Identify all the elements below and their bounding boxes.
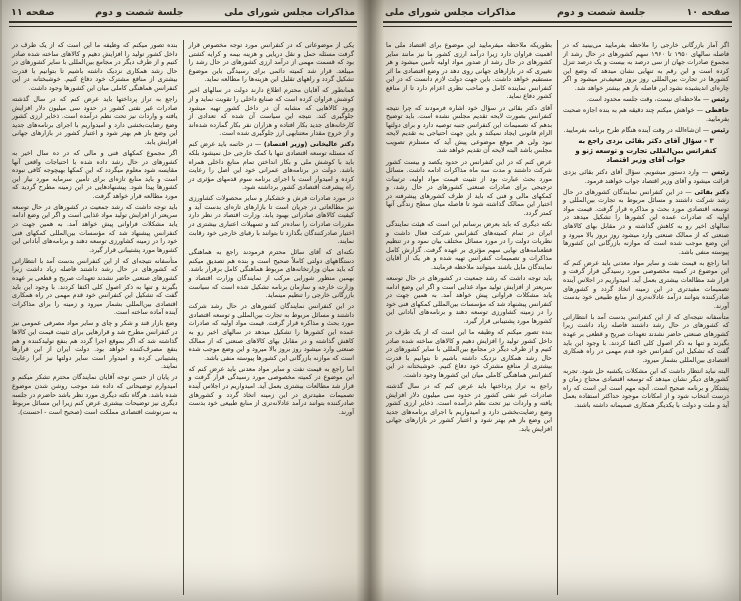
- column-divider: [183, 40, 184, 595]
- text-paragraph: نکته‌ای که آقای سائل محترم فرمودند راجع به هماهنگی دستگاههای دولتی کاملاً صحیح است و بنده هم تصدیق میکنم که باید میان وزارتخانه‌های مربوط هماهنگی کامل برقرار باشد. بهمین منظور شورایی مرکب از نمایندگان وزارت اقتصاد و وزارت خارجه و سازمان برنامه تشکیل شده است که سیاست بازرگانی خارجی را تنظیم مینماید.: [188, 248, 354, 300]
- speaker-name: دکتر عالیخانی (وزیر اقتصاد): [263, 140, 354, 149]
- text-paragraph: متأسفانه نتیجه‌ای که از این کنفرانس بدست آمد با انتظاراتی که کشورهای در حال رشد داشتند فاصله زیاد داشت زیرا کشورهای صنعتی حاضر نشدند تعهدات صریح و قطعی بر عهده بگیرند و تنها به ذکر اصول کلی اکتفا کردند. با وجود این باید گفت که تشکیل این کنفرانس خود قدم مهمی در راه همکاری اقتصادی بین‌المللی بشمار میرود و زمینه را برای مذاکرات آینده آماده ساخته است.: [12, 256, 178, 317]
- text-paragraph: نکته دیگری که باید بعرض برسانم این است که هیئت نمایندگی ایران در تمام کمیته‌های کنفرانس شرکت فعال داشت و نظریات دولت را در مورد مسائل مختلف بیان نمود و در تنظیم قطعنامه‌های نهایی سهم مؤثری بر عهده گرفت. گزارش کامل مذاکرات و تصمیمات کنفرانس تهیه شده و هر یک از آقایان نمایندگان مایل باشند میتوانند ملاحظه فرمایند.: [386, 220, 552, 271]
- text-paragraph: همانطور که آقایان محترم اطلاع دارند دولت در سالهای اخیر کوشش فراوان کرده است که صنایع داخلی را تقویت نماید و از ورود کالاهایی که مشابه آن در داخل کشور تهیه میشود جلوگیری کند. نتیجه این سیاست آن شده که تعدادی از کارخانه‌های جدید بکار افتاده و هزاران نفر بکار گمارده شده‌اند و از خروج مقدار معتنابهی ارز جلوگیری شده است.: [188, 86, 354, 138]
- session-label: جلسة شصت و دوم: [95, 7, 184, 18]
- text-paragraph: اما راجع به قیمت نفت و سایر مواد معدنی باید عرض کنم که این موضوع در کمیته مخصوصی مورد رسیدگی قرار گرفت و قرار شد مطالعات بیشتری بعمل آید. امیدواریم در اجلاس آینده تصمیمات مفیدتری در این زمینه اتخاذ گردد و کشورهای صادرکننده بتوانند درآمد عادلانه‌تری از منابع طبیعی خود بدست آورند.: [563, 258, 729, 310]
- text-paragraph: اگر مجموع کمکهای فنی و مالی که در ده سال اخیر به کشورهای در حال رشد داده شده با احتیاجات واقعی آنها مقایسه شود معلوم میگردد که این کمکها بهیچوجه کافی نبوده است و باید منابع تازه‌ای برای تأمین سرمایه مورد نیاز این کشورها پیدا شود. پیشنهادهایی در این زمینه مطرح گردید که مورد مطالعه قرار خواهد گرفت.: [12, 148, 178, 200]
- speaker-name: رئیس: [711, 94, 729, 103]
- page-number: صفحه ۱۱: [11, 7, 55, 18]
- speaker-paragraph: رئیس — وارد دستور میشویم. سؤال آقای دکتر بقائی یزدی قرائت میشود و آقای وزیر اقتصاد جواب خواهند فرمود.: [563, 168, 729, 185]
- text-paragraph: در این کنفرانس نمایندگان کشورهای در حال رشد شرکت داشتند و مسائل مربوط به تجارت بین‌المللی و توسعه اقتصادی مورد بحث و مذاکره قرار گرفت. قیمت مواد اولیه که صادرات عمده این کشورها را تشکیل میدهد در سالهای اخیر رو به کاهش گذاشته و در مقابل بهای کالاهای صنعتی که از ممالک صنعتی وارد میشود روز بروز بالا میرود و این وضع موجب شده است که موازنه بازرگانی این کشورها پیوسته منفی باشد.: [188, 302, 354, 362]
- speaker-paragraph: حافظی — خواهش میکنم چند دقیقه هم به بنده اجازه صحبت بفرمایید.: [563, 106, 729, 123]
- text-columns: [383, 40, 732, 595]
- page-title: مذاکرات مجلس شورای ملی: [385, 7, 516, 18]
- page-left: [2, 0, 364, 601]
- column-divider: [557, 40, 558, 595]
- text-paragraph: باید توجه داشت که رشد جمعیت در کشورهای در حال توسعه سریعتر از افزایش تولید مواد غذایی است و اگر این وضع ادامه یابد مشکلات فراوانی پیش خواهد آمد. به همین جهت در کنفرانس پیشنهاد شد که مؤسسات بین‌المللی کمکهای فنی خود را در زمینه کشاورزی توسعه دهند و برنامه‌های آبادانی این کشورها مورد پشتیبانی قرار گیرد.: [386, 274, 552, 325]
- text-paragraph: بنده تصور میکنم که وظیفه ما این است که از یک طرف در داخل کشور تولید را افزایش دهیم و کالاهای ساخته شده صادر کنیم و از طرف دیگر در مجامع بین‌المللی با سایر کشورهای در حال رشد همکاری نزدیک داشته باشیم تا بتوانیم با قدرت بیشتری از منافع مشترک خود دفاع کنیم. خوشبختانه در این کنفرانس هماهنگی کاملی میان این کشورها وجود داشت.: [386, 328, 552, 379]
- page-number: صفحه ۱۰: [686, 7, 730, 18]
- text-paragraph: راجع به تراز پرداختها باید عرض کنم که در سال گذشته صادرات غیر نفتی کشور در حدود سی میلیون دلار افزایش یافته و واردات نیز تحت نظم درآمده است. ذخایر ارزی کشور وضع رضایت‌بخشی دارد و امیدواریم با اجرای برنامه‌های جدید این وضع باز هم بهتر شود و اعتبار کشور در بازارهای جهانی افزایش یابد.: [386, 381, 552, 433]
- text-columns: [9, 40, 357, 595]
- speaker-paragraph: دکتر بقائی — در این کنفرانس نمایندگان کشورهای در حال رشد شرکت داشتند و مسائل مربوط به تجارت بین‌المللی و توسعه اقتصادی مورد بحث و مذاکره قرار گرفت. قیمت مواد اولیه که صادرات عمده این کشورها را تشکیل میدهد در سالهای اخیر رو به کاهش گذاشته و در مقابل بهای کالاهای صنعتی که از ممالک صنعتی وارد میشود روز بروز بالا میرود و این وضع موجب شده است که موازنه بازرگانی این کشورها پیوسته منفی باشد.: [563, 187, 729, 256]
- text-column: [560, 40, 732, 595]
- text-paragraph: در مورد صادرات فرش و خشکبار و سایر محصولات کشاورزی نیز مطالعاتی در جریان است تا بازارهای تازه‌ای بدست آید و کیفیت کالاهای صادراتی بهبود یابد. وزارت اقتصاد در نظر دارد مقررات صادرات را ساده‌تر کند و تسهیلات اعتباری بیشتری در اختیار صادرکنندگان بگذارد تا بتوانند با رقبای خارجی خود رقابت نمایند.: [188, 194, 354, 246]
- gutter-shadow: [356, 0, 384, 601]
- speaker-paragraph: دکتر عالیخانی (وزیر اقتصاد) — در خاتمه باید عرض کنم که مسئله توسعه اقتصادی تنها با کمک خارجی حل نمیشود بلکه باید با کوشش ملی و بکار انداختن تمام منابع داخلی همراه باشد. دولت در برنامه‌های عمرانی خود این اصل را رعایت کرده و امیدوار است با اجرای برنامه سوم قدمهای مؤثری در راه پیشرفت اقتصادی کشور برداشته شود.: [188, 140, 354, 192]
- page-title: مذاکرات مجلس شورای ملی: [224, 7, 355, 18]
- text-paragraph: متأسفانه نتیجه‌ای که از این کنفرانس بدست آمد با انتظاراتی که کشورهای در حال رشد داشتند فاصله زیاد داشت زیرا کشورهای صنعتی حاضر نشدند تعهدات صریح و قطعی بر عهده بگیرند و تنها به ذکر اصول کلی اکتفا کردند. با وجود این باید گفت که تشکیل این کنفرانس خود قدم مهمی در راه همکاری اقتصادی بین‌المللی بشمار میرود.: [563, 312, 729, 364]
- text-column: [383, 40, 555, 595]
- header-rule: [383, 21, 732, 27]
- text-column: [9, 40, 181, 595]
- text-paragraph: عرض کنم که در این کنفرانس در حدود یکصد و بیست کشور شرکت داشتند و مدت سه ماه مذاکرات ادامه داشت. مسائل مورد بحث عبارت بود از تثبیت قیمت مواد اولیه، ترتیبات ترجیحی برای صادرات صنعتی کشورهای در حال رشد، و کمکهای مالی و فنی که باید از طرف کشورهای پیشرفته در اختیار این ممالک گذاشته شود تا فاصله میان سطح زندگی آنها کمتر گردد.: [386, 157, 552, 217]
- speaker-paragraph: رئیس — ملاحظه‌ای نیست، وقت جلسه محدود است.: [586, 94, 729, 103]
- text-column: [186, 40, 358, 595]
- speaker-name: رئیس: [711, 168, 729, 177]
- speaker-paragraph: رئیس — ان‌شاءالله در وقت آینده هنگام طرح برنامه بفرمایید.: [563, 125, 729, 134]
- speaker-name: حافظی: [705, 106, 729, 115]
- text-paragraph: بطوریکه ملاحظه میفرمایید این موضوع برای اقتصاد ملی ما اهمیت فراوان دارد زیرا درآمد ارزی کشور ما نیز مانند سایر کشورهای در حال رشد از صدور مواد اولیه تأمین میشود و هر تغییری که در بازارهای جهانی روی دهد در وضع اقتصادی ما اثر مستقیم خواهد داشت. باین جهت دولت لازم دانست که در این کنفرانس نماینده کامل و صاحب نظری اعزام دارد تا از منافع کشور دفاع نماید.: [386, 41, 552, 101]
- text-paragraph: اما راجع به قیمت نفت و سایر مواد معدنی باید عرض کنم که این موضوع در کمیته مخصوصی مورد رسیدگی قرار گرفت و قرار شد مطالعات بیشتری بعمل آید. امیدواریم در اجلاس آینده تصمیمات مفیدتری در این زمینه اتخاذ گردد و کشورهای صادرکننده بتوانند درآمد عادلانه‌تری از منابع طبیعی خود بدست آورند.: [188, 364, 354, 416]
- text-paragraph: البته نباید انتظار داشت که این مشکلات یکشبه حل شود. تجربه کشورهای دیگر نشان میدهد که توسعه اقتصادی محتاج زمان و پشتکار و برنامه صحیح است. آنچه مهم است این است که راه درست انتخاب شود و از امکانات موجود حداکثر استفاده بعمل آید و ملت و دولت با یکدیگر همکاری صمیمانه داشته باشند.: [563, 366, 729, 410]
- session-label: جلسة شصت و دوم: [556, 7, 646, 18]
- text-paragraph: بنده تصور میکنم که وظیفه ما این است که از یک طرف در داخل کشور تولید را افزایش دهیم و کالاهای ساخته شده صادر کنیم و از طرف دیگر در مجامع بین‌المللی با سایر کشورهای در حال رشد همکاری نزدیک داشته باشیم تا بتوانیم با قدرت بیشتری از منافع مشترک خود دفاع کنیم. خوشبختانه در این کنفرانس هماهنگی کاملی میان این کشورها وجود داشت.: [12, 41, 178, 92]
- text-paragraph: راجع به تراز پرداختها باید عرض کنم که در سال گذشته صادرات غیر نفتی کشور در حدود سی میلیون دلار افزایش یافته و واردات نیز تحت نظم درآمده است. ذخایر ارزی کشور وضع رضایت‌بخشی دارد و امیدواریم با اجرای برنامه‌های جدید این وضع باز هم بهتر شود و اعتبار کشور در بازارهای جهانی افزایش یابد.: [12, 94, 178, 146]
- text-paragraph: باید توجه داشت که رشد جمعیت در کشورهای در حال توسعه سریعتر از افزایش تولید مواد غذایی است و اگر این وضع ادامه یابد مشکلات فراوانی پیش خواهد آمد. به همین جهت در کنفرانس پیشنهاد شد که مؤسسات بین‌المللی کمکهای فنی خود را در زمینه کشاورزی توسعه دهند و برنامه‌های آبادانی این کشورها مورد پشتیبانی قرار گیرد.: [12, 202, 178, 254]
- text-paragraph: وضع بازار قند و شکر و چای و سایر مواد مصرفی عمومی نیز در کنفرانس مطرح شد و قرارهایی برای تثبیت قیمت این کالاها گذاشته شد که اگر بموقع اجرا گردد هم بنفع تولیدکننده و هم بنفع مصرف‌کننده خواهد بود. دولت ایران از این قرارها پشتیبانی کرده و امیدوار است سایر دولتها نیز آنرا رعایت نمایند.: [12, 319, 178, 371]
- text-paragraph: اگر آمار بازرگانی خارجی را ملاحظه بفرمایید می‌بینید که در فاصله سالهای ۱۹۵۰ تا ۱۹۶۰ سهم کشورهای در حال رشد از مجموع صادرات جهان از سی درصد به بیست و یک درصد تنزل کرده است و این رقم به تنهایی نشان میدهد که وضع این کشورها در تجارت بین‌المللی روز بروز ضعیف‌تر میشود و اگر چاره‌ای اندیشیده نشود این فاصله باز هم بیشتر خواهد شد.: [563, 41, 729, 92]
- section-heading: ۳ - سؤال آقای دکتر بقائی یزدی راجع به کنفرانس بین‌المللی تجارت و توسعه ژنو و جواب آقای وزیر اقتصاد: [575, 137, 717, 164]
- text-paragraph: یکی از موضوعاتی که در کنفرانس مورد توجه مخصوص قرار گرفت مسئله حمل و نقل دریایی و هزینه بیمه و کرایه کشتی بود که قسمت مهمی از درآمد ارزی کشورهای در حال رشد را میبلعد. قرار شد کمیته دائمی برای رسیدگی باین موضوع تشکیل گردد و راههای تقلیل این هزینه‌ها را مطالعه نماید.: [188, 41, 354, 84]
- speaker-name: رئیس: [711, 125, 729, 134]
- text-paragraph: آقای دکتر بقائی در سؤال خود اشاره فرمودند که چرا نتیجه کنفرانس بصورت لایحه تقدیم مجلس نشده است. باید توضیح بدهم که تصمیمات این کنفرانس جنبه توصیه دارد و برای دولتها الزام قانونی ایجاد نمیکند و باین جهت احتیاجی به تقدیم لایحه نبود ولی هر موقع موضوعی پیش آید که مستلزم تصویب مجلس باشد البته لایحه آن تقدیم خواهد شد.: [386, 103, 552, 155]
- page-left-inner: [9, 7, 357, 595]
- page-left-header: [9, 7, 357, 21]
- text-paragraph: در پایان از حسن توجه آقایان نمایندگان محترم تشکر میکنم و امیدوارم توضیحاتی که داده شد موجب روشن شدن موضوع شده باشد. هرگاه نکته دیگری مورد نظر باشد حاضرم در جلسه دیگری نیز توضیحات بیشتری عرض کنم زیرا این مسائل مربوط به سرنوشت اقتصادی مملکت است (صحیح است - احسنت).: [12, 373, 178, 416]
- page-right-inner: [383, 7, 732, 595]
- speaker-name: دکتر بقائی: [694, 187, 729, 196]
- header-rule: [9, 21, 357, 27]
- page-right: [376, 0, 739, 601]
- page-right-header: [383, 7, 732, 21]
